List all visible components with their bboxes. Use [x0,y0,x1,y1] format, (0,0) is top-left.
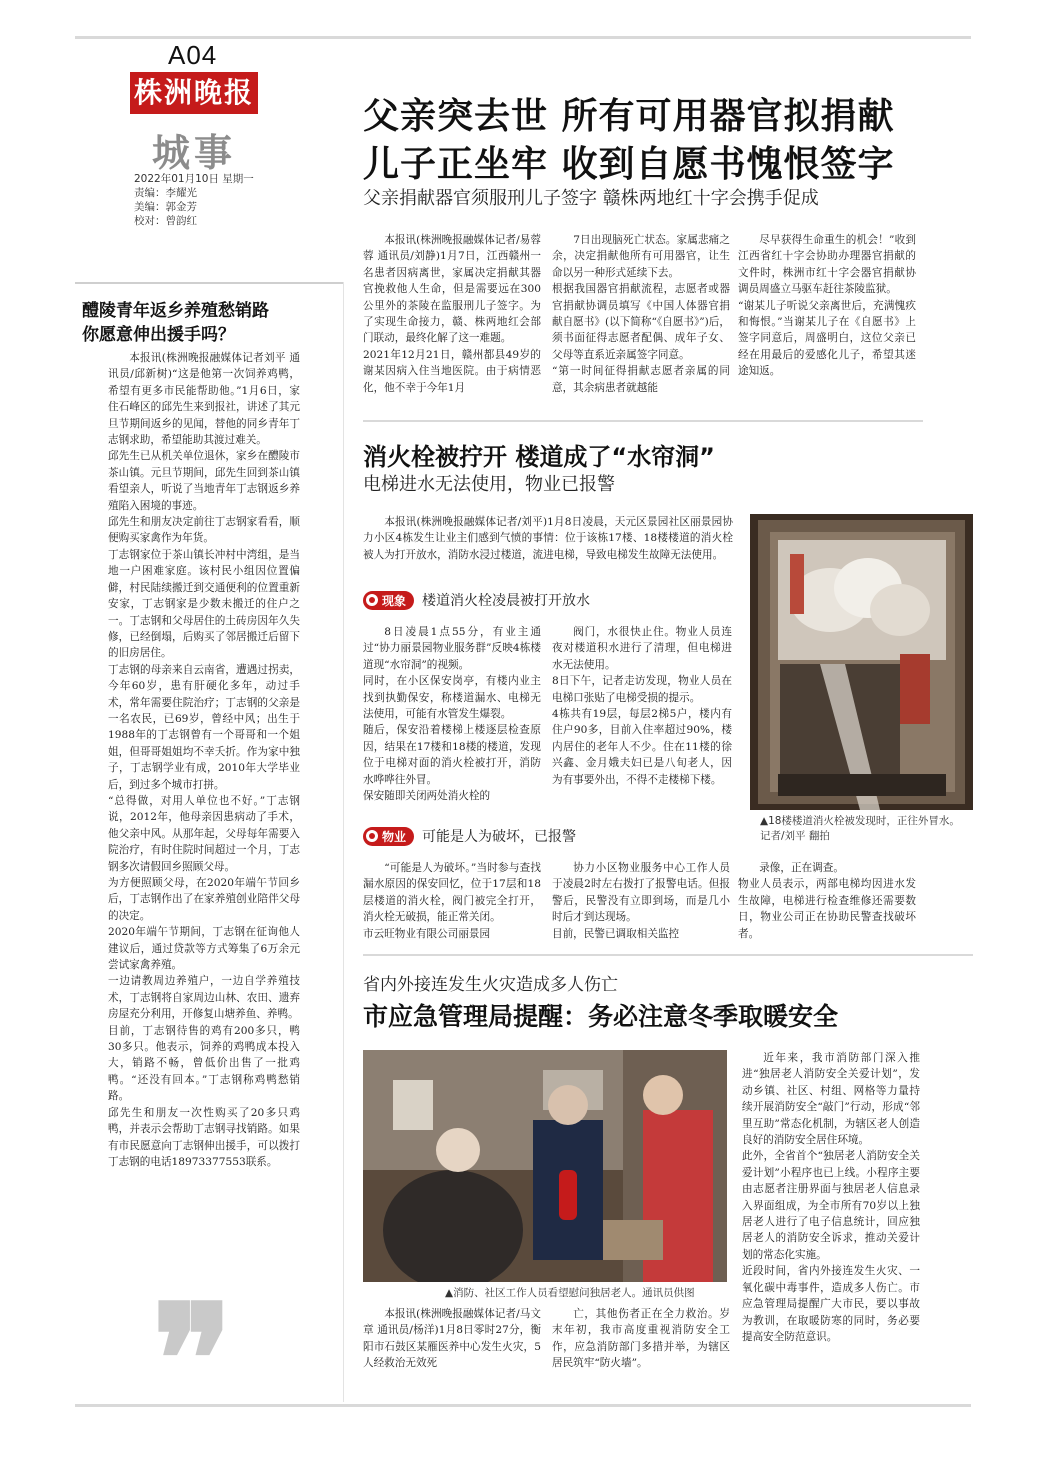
tag-phenomenon-text: 楼道消火栓凌晨被打开放水 [422,593,591,609]
page-number: A04 [168,40,218,70]
safety-col3: 近年来，我市消防部门深入推进“独居老人消防安全关爱计划”，发动乡镇、社区、村组、网格等力量持续开展消防安全“敲门”行动，形成“邻里互助”常态化机制，为辖区老人创造良好的消防安全居住环境。 此外，全省首个“独居老人消防安全关爱计划”小程序也已上线。小程序主要由志愿者注册界面与独居老人信息录入界面组成，为全市所有70岁以上独居老人进行了电子信息统计，回应独居老人的消防安全诉求，推动关爱计划的常态化实施。 近段时间，省内外接连发生火灾、一氧化碳中毒事件，造成多人伤亡。市应急管理局提醒广大市民，要以事故为教训，在取暖防寒的同时，务必要提高安全防范意识。 [742,1052,920,1343]
safety-kicker: 省内外接连发生火灾造成多人伤亡 [363,975,618,995]
fire-s1-col2: 阀门，水很快止住。物业人员连夜对楼道积水进行了清理，但电梯进水无法使用。 8日下午，记者走访发现，物业人员在电梯口张贴了电梯受损的提示。 4栋共有19层，每层2梯5户，楼内有住户90多，目前入住率超过90%，楼内居住的老年人不少。住在11楼的徐兴鑫、金月娥夫妇已是八旬老人，因为有事要外出，不得不走楼梯下楼。 [552,626,732,786]
main-article-col1: 本报讯(株洲晚报融媒体记者/易蓉蓉 通讯员/刘静)1月7日，江西赣州一名患者因病离世，家属决定捐献其器官挽救他人生命，但是需要远在300公里外的茶陵在监服刑儿子签字。为了实现生命接力，赣、株两地红会部门联动，最终化解了这一难题。 2021年12月21日，赣州都县49岁的谢某因病入住当地医院。由于病情恶化，他不幸于今年1月 [363,234,541,394]
tag-property-text: 可能是人为破坏，已报警 [422,829,577,845]
tag-phenomenon [363,590,590,610]
hydrant-photo [750,514,973,810]
fire-s1-col1: 8日凌晨1点55分，有业主通过“协力丽景园物业服务群”反映4栋楼道现“水帘洞”的视频。 同时，在小区保安岗亭，有楼内业主找到执勤保安，称楼道漏水、电梯无法使用，可能有水管发生爆裂。 随后，保安沿着楼梯上楼逐层检查原因，结果在17楼和18楼的楼道，发现位于电梯对面的消火栓被打开，消防水哗哗往外冒。 保安随即关闭两处消火栓的 [363,626,541,803]
column-divider [343,282,344,1402]
tag-dot-icon [366,594,378,606]
left-article-top-rule [75,282,343,284]
tag-property-label: 物业 [382,829,407,844]
section-rule-1 [363,420,923,422]
left-article-body: 本报讯(株洲晚报融媒体记者刘平 通讯员/邱新树)“这是他第一次饲养鸡鸭，希望有更多市民能帮助他。”1月6日，家住石峰区的邱先生来到报社，讲述了其元旦节期间返乡的见闻，替他的同乡青年丁志钢求助，希望能助其渡过难关。 邱先生已从机关单位退休，家乡在醴陵市茶山镇。元旦节期间，邱先生回到茶山镇看望亲人，听说了当地青年丁志钢返乡养殖陷入困境的事迹。 邱先生和朋友决定前往丁志钢家看看，顺便购买家禽作为年货。 丁志钢家位于茶山镇长冲村中湾组，是当地一户困难家庭。该村民小组因位置偏僻，村民陆续搬迁到交通便利的位置重新安家，丁志钢家是少数未搬迁的住户之一。丁志钢和父母居住的土砖房因年久失修，已经倒塌，后购买了邻居搬迁后留下的旧房居住。 丁志钢的母亲来自云南省，遭遇过拐卖，今年60岁，患有肝硬化多年，动过手术，常年需要住院治疗；丁志钢的父亲是一名农民，已69岁，曾经中风；出生于1988年的丁志钢曾有一个哥哥和一个姐姐，但哥哥姐姐均不幸夭折。作为家中独子，丁志钢学业有成，2010年大学毕业后，到过多个城市打拼。 “总得做，对用人单位也不好。”丁志钢说，2012年，他母亲因患病动了手术，他父亲中风。从那年起，父母每年需要入院治疗，有时住院时间超过一个月，丁志钢多次请假回乡照顾父母。 为方便照顾父母，在2020年端午节回乡后，丁志钢作出了在家养殖创业陪伴父母的决定。 2020年端午节期间，丁志钢在征询他人建议后，通过贷款等方式筹集了6万余元尝试家禽养殖。 一边请教周边养殖户，一边自学养殖技术，丁志钢将自家周边山林、农田、遗弃房屋充分利用，开修复山塘养鱼、养鸭。 目前，丁志钢待售的鸡有200多只，鸭30多只。他表示，饲养的鸡鸭成本投入大，销路不畅，曾低价出售了一批鸡鸭。“还没有回本。”丁志钢称鸡鸭愁销路。 邱先生和朋友一次性购买了20多只鸡鸭，并表示会帮助丁志钢寻找销路。如果有市民愿意向丁志钢伸出援手，可以拨打丁志钢的电话18973377553联系。 [108,352,300,1168]
fire-subheadline: 电梯进水无法使用，物业已报警 [363,474,615,495]
fire-s2-col1: “可能是人为破坏。”当时参与查找漏水原因的保安回忆，位于17层和18层楼道的消火栓，阀门被完全打开，消火栓无破损，能正常关闭。 市云旺物业有限公司丽景园 [363,862,541,940]
safety-col2: 亡，其他伤者正在全力救治。岁末年初，我市高度重视消防安全工作，应急消防部门多措并举，为辖区居民筑牢“防火墙”。 [552,1308,730,1370]
quote-mark-icon: ❞ [152,1272,233,1448]
tag-phenomenon-label: 现象 [382,593,407,608]
left-headline-1: 醴陵青年返乡养殖愁销路 [82,301,269,321]
tag-property-pill [363,827,414,846]
main-headline-2: 儿子正坐牢 收到自愿书愧恨签字 [363,144,895,185]
hydrant-photo-caption: ▲18楼楼道消火栓被发现时，正往外冒水。 记者/刘平 翻拍 [760,815,960,842]
safety-headline: 市应急管理局提醒：务必注意冬季取暖安全 [363,1002,839,1031]
tag-property [363,826,576,846]
tag-dot-icon [366,830,378,842]
designer-credit: 美编：郭金芳 [134,201,197,213]
tag-phenomenon-pill [363,591,414,610]
top-rule [75,36,971,39]
main-article-col3: 尽早获得生命重生的机会！”收到江西省红十字会协助办理器官捐献的文件时，株洲市红十字会器官捐献协调员周盛立马驱车赶往茶陵监狱。 “谢某儿子听说父亲离世后，充满愧疚和悔恨。”当谢某儿子在《自愿书》上签字同意后，周盛明白，这位父亲已经在用最后的爱感化儿子，希望其迷途知返。 [738,234,916,378]
newspaper-logo: 株洲晚报 [130,72,258,114]
fire-s2-col2: 协力小区物业服务中心工作人员于凌晨2时左右拨打了报警电话。但报警后，民警没有立即到场，而是几小时后才到达现场。 目前，民警已调取相关监控 [552,862,730,940]
safety-photo-caption: ▲消防、社区工作人员看望慰问独居老人。通讯员供图 [445,1287,695,1299]
fire-lead: 本报讯(株洲晚报融媒体记者/刘平)1月8日凌晨，天元区景园社区丽景园协力小区4栋发生让业主们感到气愤的事情：位于该栋17楼、18楼楼道的消火栓被人为打开放水，消防水浸过楼道，流进电梯，导致电梯发生故障无法使用。 [363,516,733,561]
section-title: 城事 [152,130,237,175]
proofreader-credit: 校对：曾韵红 [134,215,197,227]
safety-photo-image [363,1050,727,1282]
fire-s2-col3: 录像，正在调查。 物业人员表示，两部电梯均因进水发生故障，电梯进行检查维修还需要数日，物业公司正在协助民警查找破坏者。 [738,862,916,940]
masthead-meta [134,172,254,228]
safety-col1: 本报讯(株洲晚报融媒体记者/马文章 通讯员/杨洋)1月8日零时27分，衡阳市石鼓区某雁医养中心发生火灾，5人经救治无效死 [363,1308,541,1370]
safety-photo [363,1050,727,1282]
editor-credit: 责编：李耀光 [134,187,197,199]
main-subheadline: 父亲捐献器官须服刑儿子签字 赣株两地红十字会携手促成 [363,188,819,209]
hydrant-photo-image [750,514,973,810]
issue-date: 2022年01月10日 星期一 [134,173,254,185]
main-article-col2: 7日出现脑死亡状态。家属悲痛之余，决定捐献他所有可用器官，让生命以另一种形式延续下去。 根据我国器官捐献流程，志愿者或器官捐献协调员填写《中国人体器官捐献自愿书》(以下简称“《自愿书》”)后，须书面征得志愿者配偶、成年子女、父母等直系近亲属签字同意。 “第一时间征得捐献志愿者亲属的同意，其余病患者就越能 [552,234,730,394]
left-headline-2: 你愿意伸出援手吗？ [82,325,235,345]
main-headline-1: 父亲突去世 所有可用器官拟捐献 [363,96,895,137]
fire-headline: 消火栓被拧开 楼道成了“水帘洞” [363,443,715,471]
section-rule-2 [363,954,973,956]
